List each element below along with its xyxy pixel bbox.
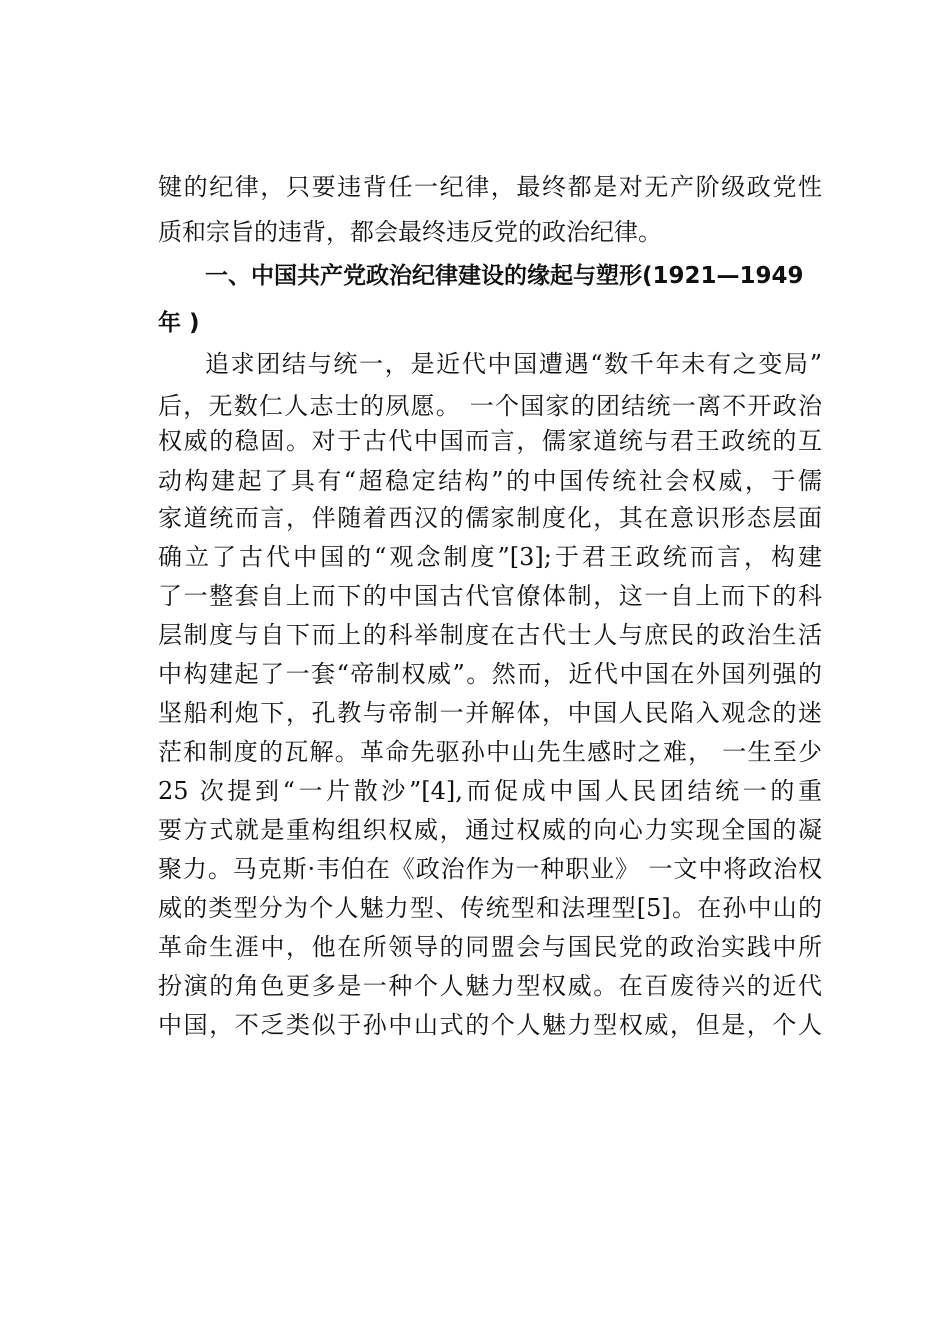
paragraph-line: 聚力。马克斯·韦伯在《政治作为一种职业》 一文中将政治权: [158, 855, 822, 883]
text-line: 质和宗旨的违背，都会最终违反党的政治纪律。: [158, 218, 662, 246]
paragraph-line: 茫和制度的瓦解。革命先驱孙中山先生感时之难， 一生至少: [158, 738, 822, 766]
paragraph-line: 革命生涯中，他在所领导的同盟会与国民党的政治实践中所: [158, 933, 822, 961]
paragraph-first-line: 追求团结与统一，是近代中国遭遇“数千年未有之变局”: [205, 350, 822, 378]
paragraph-line: 威的类型分为个人魅力型、传统型和法理型[5]。在孙中山的: [158, 894, 822, 922]
paragraph-line: 中国，不乏类似于孙中山式的个人魅力型权威，但是，个人: [158, 1011, 822, 1039]
text-line: 键的纪律，只要违背任一纪律，最终都是对无产阶级政党性: [158, 173, 822, 201]
paragraph-line: 确立了古代中国的“观念制度”[3];于君王政统而言，构建: [158, 543, 822, 571]
paragraph-line: 25 次提到“一片散沙”[4],而促成中国人民团结统一的重: [158, 777, 822, 805]
paragraph-line: 权威的稳固。对于古代中国而言，儒家道统与君王政统的互: [158, 427, 822, 455]
paragraph-line: 了一整套自上而下的中国古代官僚体制，这一自上而下的科: [158, 582, 822, 610]
paragraph-line: 动构建起了具有“超稳定结构”的中国传统社会权威，于儒: [158, 467, 822, 495]
paragraph-line: 扮演的角色更多是一种个人魅力型权威。在百废待兴的近代: [158, 972, 822, 1000]
section-heading-continuation: 年 ): [158, 310, 200, 336]
paragraph-line: 层制度与自下而上的科举制度在古代士人与庶民的政治生活: [158, 621, 822, 649]
paragraph-line: 家道统而言，伴随着西汉的儒家制度化，其在意识形态层面: [158, 504, 822, 532]
paragraph-line: 坚船利炮下，孔教与帝制一并解体，中国人民陷入观念的迷: [158, 699, 822, 727]
paragraph-line: 中构建起了一套“帝制权威”。然而，近代中国在外国列强的: [158, 660, 822, 688]
paragraph-line: 要方式就是重构组织权威，通过权威的向心力实现全国的凝: [158, 816, 822, 844]
section-heading: 一、中国共产党政治纪律建设的缘起与塑形(1921—1949: [205, 263, 804, 289]
paragraph-line: 后，无数仁人志士的夙愿。 一个国家的团结统一离不开政治: [158, 392, 822, 420]
